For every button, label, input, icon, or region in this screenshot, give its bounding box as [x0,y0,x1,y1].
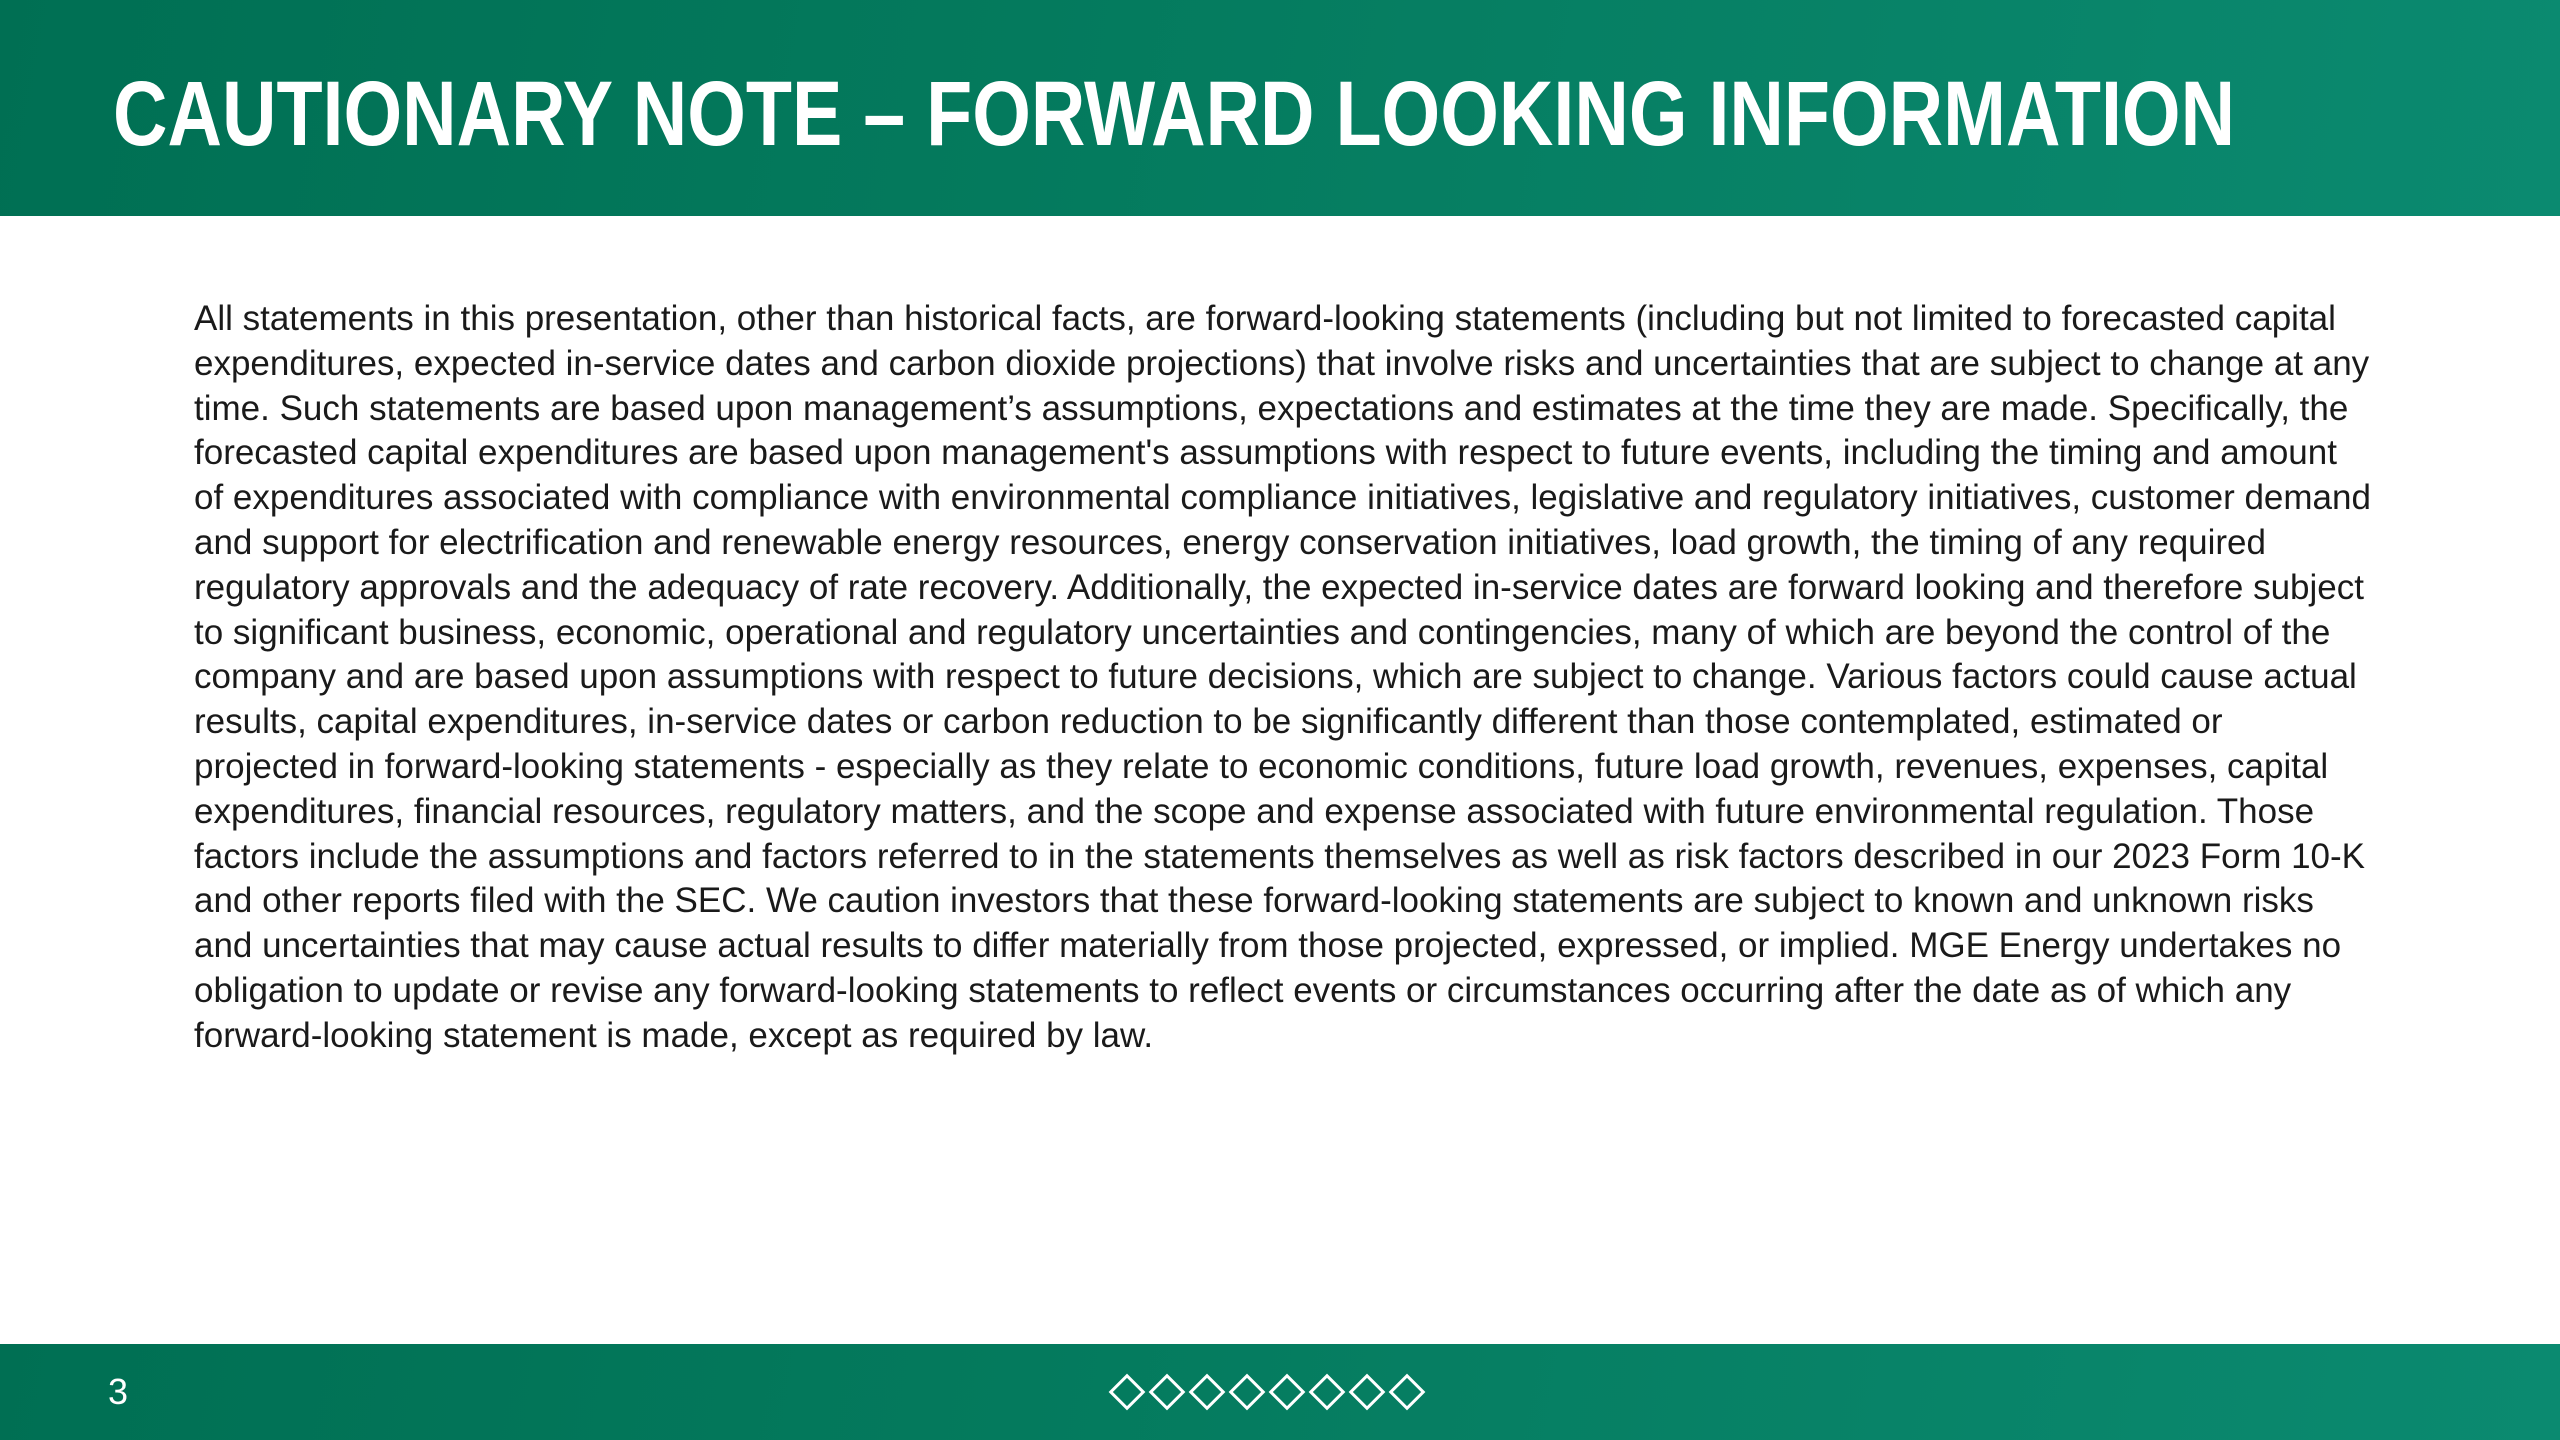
diamond-outline-icon [1389,1374,1426,1411]
diamond-outline-icon [1309,1374,1346,1411]
footer-diamond-row [1114,1370,1434,1414]
diamond-outline-icon [1109,1374,1146,1411]
slide-title: CAUTIONARY NOTE – FORWARD LOOKING INFORMATION [113,63,2236,165]
diamond-outline-icon [1349,1374,1386,1411]
diamond-outline-icon [1269,1374,1306,1411]
header-bar [0,0,2560,216]
diamond-outline-icon [1149,1374,1186,1411]
footer-bar [0,1344,2560,1440]
diamond-outline-icon [1229,1374,1266,1411]
disclaimer-paragraph: All statements in this presentation, other than historical facts, are forward-looking statements (including but not limited to forecasted capital expenditures, expected in-service dates and carbon dioxide projections) that involve risks and uncertainties that are subject to change at any time. Such statements are based upon management’s assumptions, expectations and estimates at the time they are made. Specifically, the forecasted capital expenditures are based upon management's assumptions with respect to future events, including the timing and amount of expenditures associated with compliance with environmental compliance initiatives, legislative and regulatory initiatives, customer demand and support for electrification and renewable energy resources, energy conservation initiatives, load growth, the timing of any required regulatory approvals and the adequacy of rate recovery. Additionally, the expected in-service dates are forward looking and therefore subject to significant business, economic, operational and regulatory uncertainties and contingencies, many of which are beyond the control of the company and are based upon assumptions with respect to future decisions, which are subject to change. Various factors could cause actual results, capital expenditures, in-service dates or carbon reduction to be significantly different than those contemplated, estimated or projected in forward-looking statements - especially as they relate to economic conditions, future load growth, revenues, expenses, capital expenditures, financial resources, regulatory matters, and the scope and expense associated with future environmental regulation. Those factors include the assumptions and factors referred to in the statements themselves as well as risk factors described in our 2023 Form 10-K and other reports filed with the SEC. We caution investors that these forward-looking statements are subject to known and unknown risks and uncertainties that may cause actual results to differ materially from those projected, expressed, or implied. MGE Energy undertakes no obligation to update or revise any forward-looking statements to reflect events or circumstances occurring after the date as of which any forward-looking statement is made, except as required by law. [194,299,2371,1055]
diamond-outline-icon [1189,1374,1226,1411]
page-number: 3 [108,1371,129,1412]
